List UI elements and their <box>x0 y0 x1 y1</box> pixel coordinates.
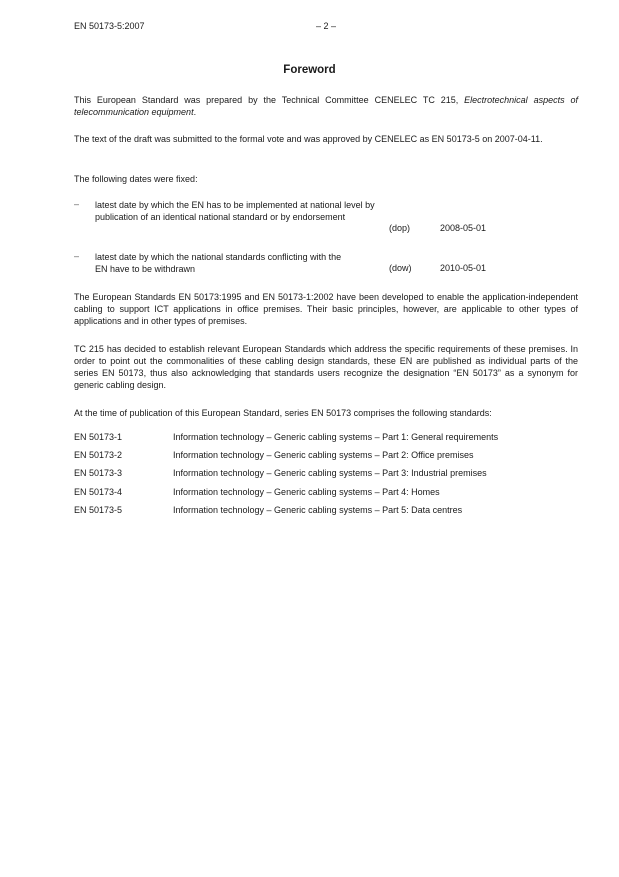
standard-number: EN 50173-2 <box>74 450 123 460</box>
date-item-dop-abbr: (dop) <box>389 223 411 233</box>
paragraph-dates-intro: The following dates were fixed: <box>74 174 198 184</box>
standard-title: Information technology – Generic cabling systems – Part 4: Homes <box>173 487 440 497</box>
date-item-dop-date: 2008-05-01 <box>440 223 487 233</box>
paragraph-tc215: TC 215 has decided to establish relevant European Standards which address the specific requirements of these premises. In order to point out the commonalities of these cabling design standards, these EN are published as individual parts of the series EN 50173, thus also acknowledging that standards users recognize the designation “EN 50173” as a synonym for generic cabling design. <box>74 344 578 390</box>
paragraph-prepared-by <box>74 94 578 118</box>
standard-title: Information technology – Generic cabling systems – Part 3: Industrial premises <box>173 468 487 478</box>
standard-number: EN 50173-3 <box>74 468 123 478</box>
date-item-dow-text: latest date by which the national standards conflicting with the EN have to be withdrawn <box>95 252 342 274</box>
paragraph-prepared-by-end: . <box>193 107 197 117</box>
page-number: – 2 – <box>315 21 337 31</box>
list-dash: – <box>74 199 80 209</box>
paragraph-prepared-by-text: This European Standard was prepared by the Technical Committee CENELEC TC 215, <box>74 95 465 105</box>
paragraph-series-intro: At the time of publication of this European Standard, series EN 50173 comprises the following standards: <box>74 408 492 418</box>
standard-title: Information technology – Generic cabling systems – Part 5: Data centres <box>173 505 463 515</box>
paragraph-background: The European Standards EN 50173:1995 and EN 50173-1:2002 have been developed to enable the application-independent cabling to support ICT applications in office premises. Their basic principles, however, are applicable to other types of applications and in other types of premises. <box>74 292 578 326</box>
standard-title: Information technology – Generic cabling systems – Part 1: General requirements <box>173 432 499 442</box>
list-dash: – <box>74 251 80 261</box>
standard-title: Information technology – Generic cabling systems – Part 2: Office premises <box>173 450 474 460</box>
paragraph-approval: The text of the draft was submitted to the formal vote and was approved by CENELEC as EN 50173-5 on 2007-04-11. <box>74 134 543 144</box>
date-item-dop-text: latest date by which the EN has to be implemented at national level by publication of an identical national standard or by endorsement <box>95 200 375 222</box>
date-item-dow-abbr: (dow) <box>389 263 412 273</box>
document-id: EN 50173-5:2007 <box>74 21 145 31</box>
standard-number: EN 50173-5 <box>74 505 123 515</box>
committee-title: Electrotechnical aspects of telecommunication equipment <box>74 95 578 117</box>
standard-number: EN 50173-4 <box>74 487 123 497</box>
standard-number: EN 50173-1 <box>74 432 123 442</box>
page-title: Foreword <box>283 64 336 76</box>
date-item-dow-date: 2010-05-01 <box>440 263 487 273</box>
